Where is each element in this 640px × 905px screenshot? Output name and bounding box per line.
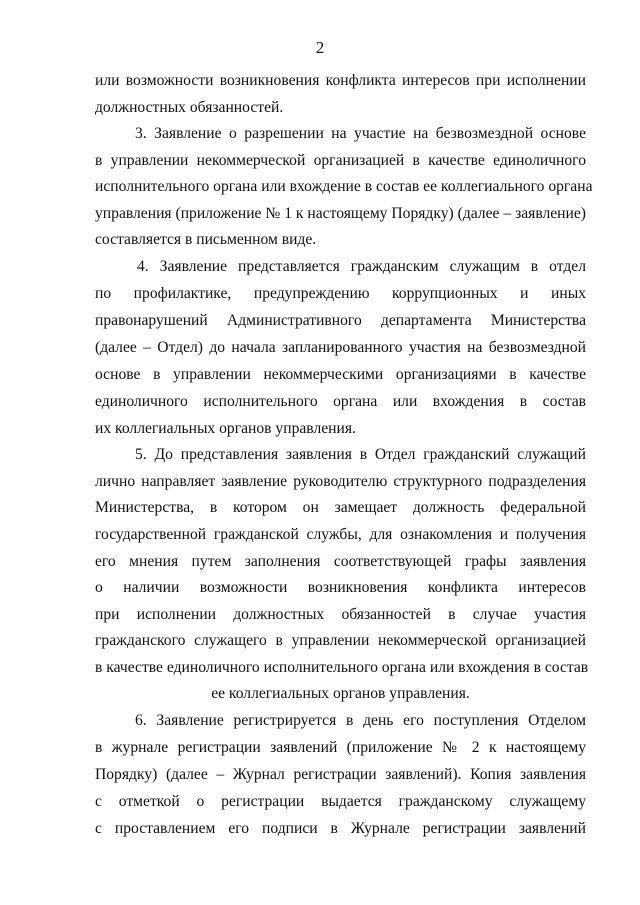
paragraph-3-line-1: 3. Заявление о разрешении на участие на безвозмездной основе xyxy=(135,125,586,142)
paragraph-5-line-2: лично направляет заявление руководителю структурного подразделения xyxy=(95,473,586,490)
paragraph-4-line-7: их коллегиальных органов управления. xyxy=(95,420,356,437)
paragraph-3-line-5: составляется в письменном виде. xyxy=(95,231,317,248)
paragraph-1-line-2: должностных обязанностей. xyxy=(95,99,284,116)
paragraph-4-line-3: правонарушений Административного департамента Министерства xyxy=(95,312,586,329)
paragraph-6-line-2: в журнале регистрации заявлений (приложение № 2 к настоящему xyxy=(95,739,586,756)
paragraph-5-line-5: его мнения путем заполнения соответствующей графы заявления xyxy=(95,553,586,570)
paragraph-5-line-4: государственной гражданской службы, для ознакомления и получения xyxy=(95,526,586,543)
paragraph-5-line-6: о наличии возможности возникновения конфликта интересов xyxy=(95,579,586,596)
page-number: 2 xyxy=(315,38,325,57)
paragraph-4-line-4: (далее – Отдел) до начала запланированного участия на безвозмездной xyxy=(95,339,586,356)
paragraph-5-line-8: гражданского служащего в управлении некоммерческой организацией xyxy=(95,632,586,649)
paragraph-6-line-1: 6. Заявление регистрируется в день его поступления Отделом xyxy=(135,712,586,729)
paragraph-5-line-9: в качестве единоличного исполнительного органа или вхождения в состав xyxy=(95,659,589,676)
paragraph-6-line-5: с проставлением его подписи в Журнале регистрации заявлений xyxy=(95,820,586,837)
paragraph-6-line-4: с отметкой о регистрации выдается гражданскому служащему xyxy=(95,793,586,810)
paragraph-4-line-5: основе в управлении некоммерческими организациями в качестве xyxy=(95,366,586,383)
paragraph-3-line-4: управления (приложение № 1 к настоящему Порядку) (далее – заявление) xyxy=(95,205,586,222)
paragraph-5-line-3: Министерства, в котором он замещает должность федеральной xyxy=(95,499,586,516)
paragraph-5-line-1: 5. До представления заявления в Отдел гражданский служащий xyxy=(135,446,586,463)
paragraph-3-line-2: в управлении некоммерческой организацией в качестве единоличного xyxy=(95,152,586,169)
paragraph-4-line-2: по профилактике, предупреждению коррупционных и иных xyxy=(95,285,586,302)
paragraph-4-line-6: единоличного исполнительного органа или вхождения в состав xyxy=(95,393,586,410)
paragraph-6-line-3: Порядку) (далее – Журнал регистрации заявлений). Копия заявления xyxy=(95,766,586,783)
paragraph-5-line-7: при исполнении должностных обязанностей в случае участия xyxy=(95,606,586,623)
paragraph-3-line-3: исполнительного органа или вхождение в состав ее коллегиального органа xyxy=(95,178,593,195)
paragraph-4-line-1: 4. Заявление представляется гражданским служащим в отдел xyxy=(137,258,586,275)
paragraph-5-line-10: ее коллегиальных органов управления. xyxy=(211,685,470,702)
paragraph-1-line-1: или возможности возникновения конфликта интересов при исполнении xyxy=(95,72,586,89)
